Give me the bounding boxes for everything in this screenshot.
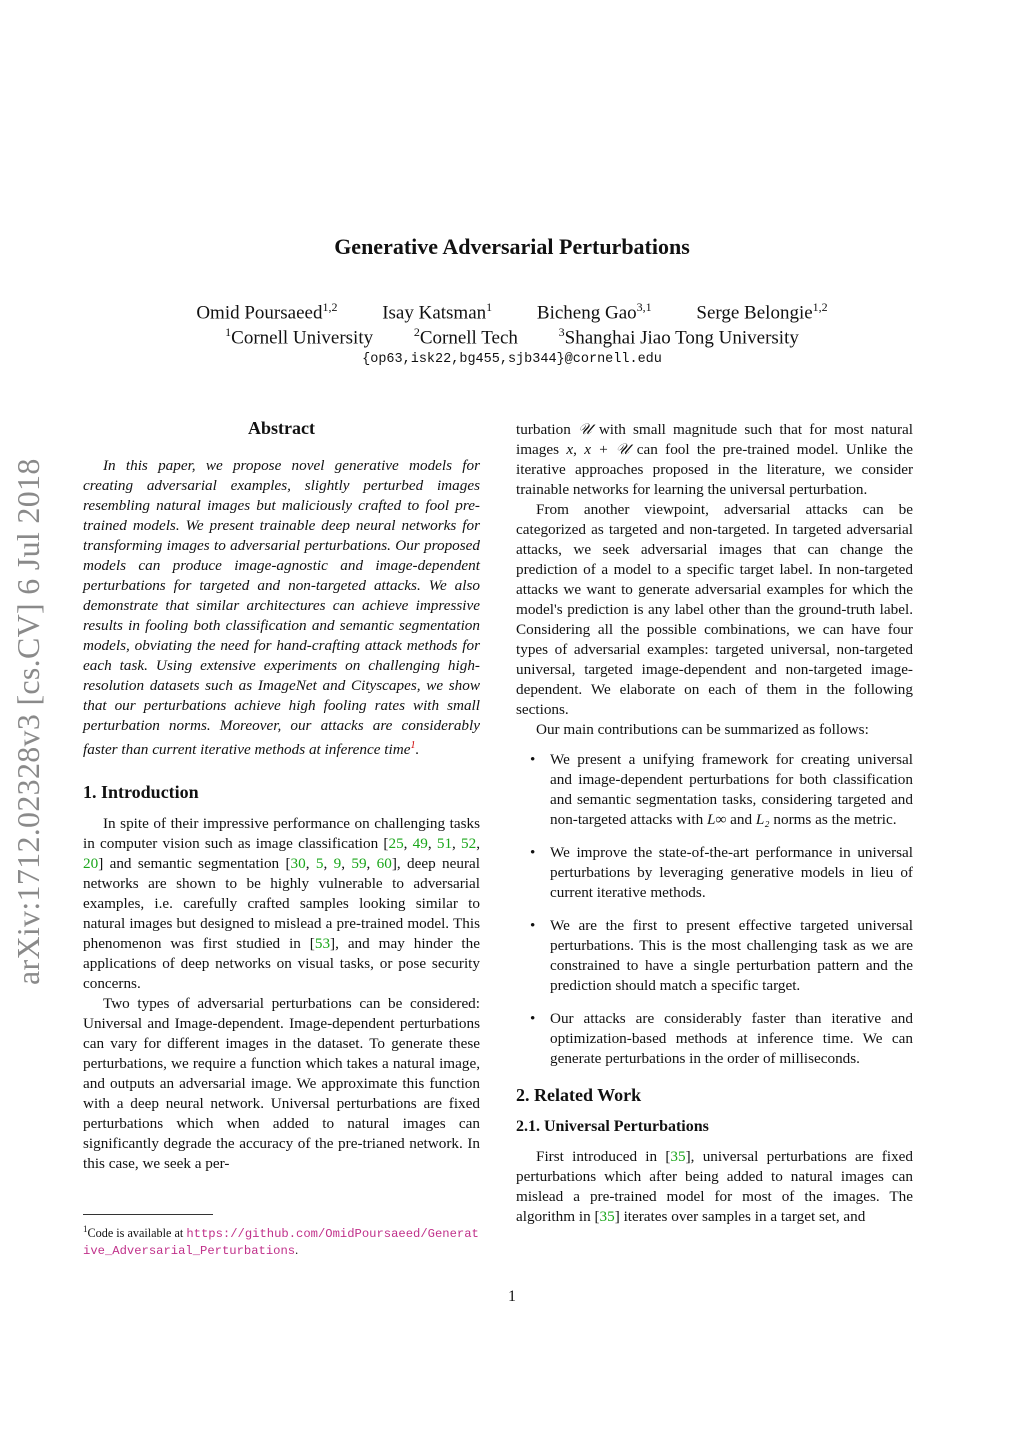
author-email: {op63,isk22,bg455,sjb344}@cornell.edu xyxy=(362,352,662,367)
paragraph-attack-types: From another viewpoint, adversarial attacks can be categorized as targeted and non-targeted. In targeted adversarial attacks, we seek adversarial images that can change the prediction of a model to a specific target label. In non-targeted attacks we want to generate adversarial examples for which the model's prediction is any label other than the ground-truth label. Considering all the possible combinations, we can have four types of adversarial examples: targeted universal, non-targeted universal, targeted image-dependent and non-targeted image-dependent. We elaborate on each of them in the following sections. xyxy=(516,501,913,718)
citation-link[interactable]: 9 xyxy=(333,855,342,873)
abstract-heading: Abstract xyxy=(248,418,315,438)
arxiv-identifier: arXiv:1712.02328v3 [cs.CV] 6 Jul 2018 xyxy=(10,458,46,985)
citation-link[interactable]: 35 xyxy=(670,1148,686,1165)
footnote: $^1$Code is available at https://github.com/OmidPoursaeed/Generative_Adversarial_Perturbations. xyxy=(83,1224,479,1259)
affiliation: $^1$Cornell University xyxy=(225,325,374,349)
subsection-heading-universal: 2.1. Universal Perturbations xyxy=(516,1118,709,1135)
code-url-link[interactable]: https://github.com/OmidPoursaeed/Generative_Adversarial_Perturbations xyxy=(83,1227,479,1259)
paragraph-contributions-intro: Our main contributions can be summarized as follows: xyxy=(536,721,869,738)
author: Serge Belongie$^{1,2}$ xyxy=(696,300,828,324)
section-heading-introduction: 1. Introduction xyxy=(83,782,199,803)
intro-paragraph-2: Two types of adversarial perturbations can be considered: Universal and Image-dependent. Image-dependent perturbations can vary for different images in the dataset. To generate these perturbations, we require a function which takes a natural image, and outputs an adversarial image. We approximate this function with a deep neural network. Universal perturbations are fixed perturbations which when added to natural images can significantly degrade the accuracy of the pre-trianed network. In this case, we seek a per- xyxy=(83,995,480,1173)
intro-paragraph-1: In spite of their impressive performance on challenging tasks in computer vision such as image classification [25, 49, 51, 52, 20] and semantic segmentation [30, 5, 9, 59, 60], deep neural networks are shown to be highly vulnerable to adversarial examples, i.e. carefully crafted samples looking similar to natural images but designed to mislead a pre-trained model. This phenomenon was first studied in [53], and may hinder the applications of deep networks on visual tasks, or pose security concerns. xyxy=(83,815,481,993)
page-number: 1 xyxy=(508,1288,516,1305)
related-paragraph-1: First introduced in [35], universal perturbations are fixed perturbations which after being added to natural images can mislead a pre-trained model for most of the images. The algorithm in [35] iterates over samples in a target set, and xyxy=(516,1148,914,1225)
paragraph-continued: turbation 𝒰 with small magnitude such that for most natural images x, x + 𝒰 can fool the pre-trained model. Unlike the iterative approaches proposed in the literature, we consider trainable networks for learning the universal perturbation. xyxy=(516,421,913,498)
list-item: • We are the first to present effective targeted universal perturbations. This is the most challenging task as we are constrained to have a single perturbation pattern and the prediction should match a specific target. xyxy=(530,917,913,994)
list-item: • We improve the state-of-the-art performance in universal perturbations by leveraging generative models in lieu of current iterative methods. xyxy=(530,844,913,901)
footnote-marker[interactable]: 1 xyxy=(410,740,416,751)
author-list xyxy=(0,300,1024,324)
citation-link[interactable]: 59 xyxy=(351,855,367,873)
affiliation: $^2$Cornell Tech xyxy=(413,325,518,349)
citation-link[interactable]: 25 xyxy=(388,835,404,853)
left-column xyxy=(83,418,480,1174)
author: Bicheng Gao$^{3,1}$ xyxy=(536,300,652,324)
contributions-list xyxy=(516,750,913,1069)
abstract-text: In this paper, we propose novel generative models for creating adversarial examples, slightly perturbed images resembling natural images but maliciously crafted to fool pre-trained models. We present trainable deep neural networks for transforming images to adversarial perturbations. Our proposed models can produce image-agnostic and image-dependent perturbations for targeted and non-targeted attacks. We also demonstrate that similar architectures can achieve impressive results in fooling both classification and semantic segmentation models, obviating the need for hand-crafting attack methods for each task. Using extensive experiments on challenging high-resolution datasets such as ImageNet and Cityscapes, we show that our perturbations achieve high fooling rates with small perturbation norms. Moreover, our attacks are considerably faster than current iterative methods at inference time$^1$. xyxy=(83,457,480,759)
paper-title: Generative Adversarial Perturbations xyxy=(334,234,690,259)
right-column xyxy=(516,420,913,1227)
citation-link[interactable]: 51 xyxy=(436,835,453,853)
citation-link[interactable]: 30 xyxy=(290,855,306,873)
citation-link[interactable]: 52 xyxy=(461,835,477,853)
list-item: • Our attacks are considerably faster than iterative and optimization-based methods at inference time. We can generate perturbations in the order of milliseconds. xyxy=(530,1010,913,1067)
affiliation: $^3$Shanghai Jiao Tong University xyxy=(558,325,799,349)
citation-link[interactable]: 20 xyxy=(83,855,99,873)
citation-link[interactable]: 53 xyxy=(314,935,331,953)
author: Omid Poursaeed$^{1,2}$ xyxy=(196,300,338,324)
footnote-divider xyxy=(83,1214,213,1215)
affiliation-list xyxy=(0,325,1024,349)
citation-link[interactable]: 35 xyxy=(599,1208,615,1225)
section-heading-related-work: 2. Related Work xyxy=(516,1085,642,1105)
author: Isay Katsman$^1$ xyxy=(382,300,493,324)
citation-link[interactable]: 5 xyxy=(315,855,324,873)
citation-link[interactable]: 60 xyxy=(376,855,392,873)
citation-link[interactable]: 49 xyxy=(412,835,428,853)
list-item: • We present a unifying framework for creating universal and image-dependent perturbations for both classification and semantic segmentation tasks, considering targeted and non-targeted attacks with L∞ and L₂ norms as the metric. xyxy=(530,751,913,828)
